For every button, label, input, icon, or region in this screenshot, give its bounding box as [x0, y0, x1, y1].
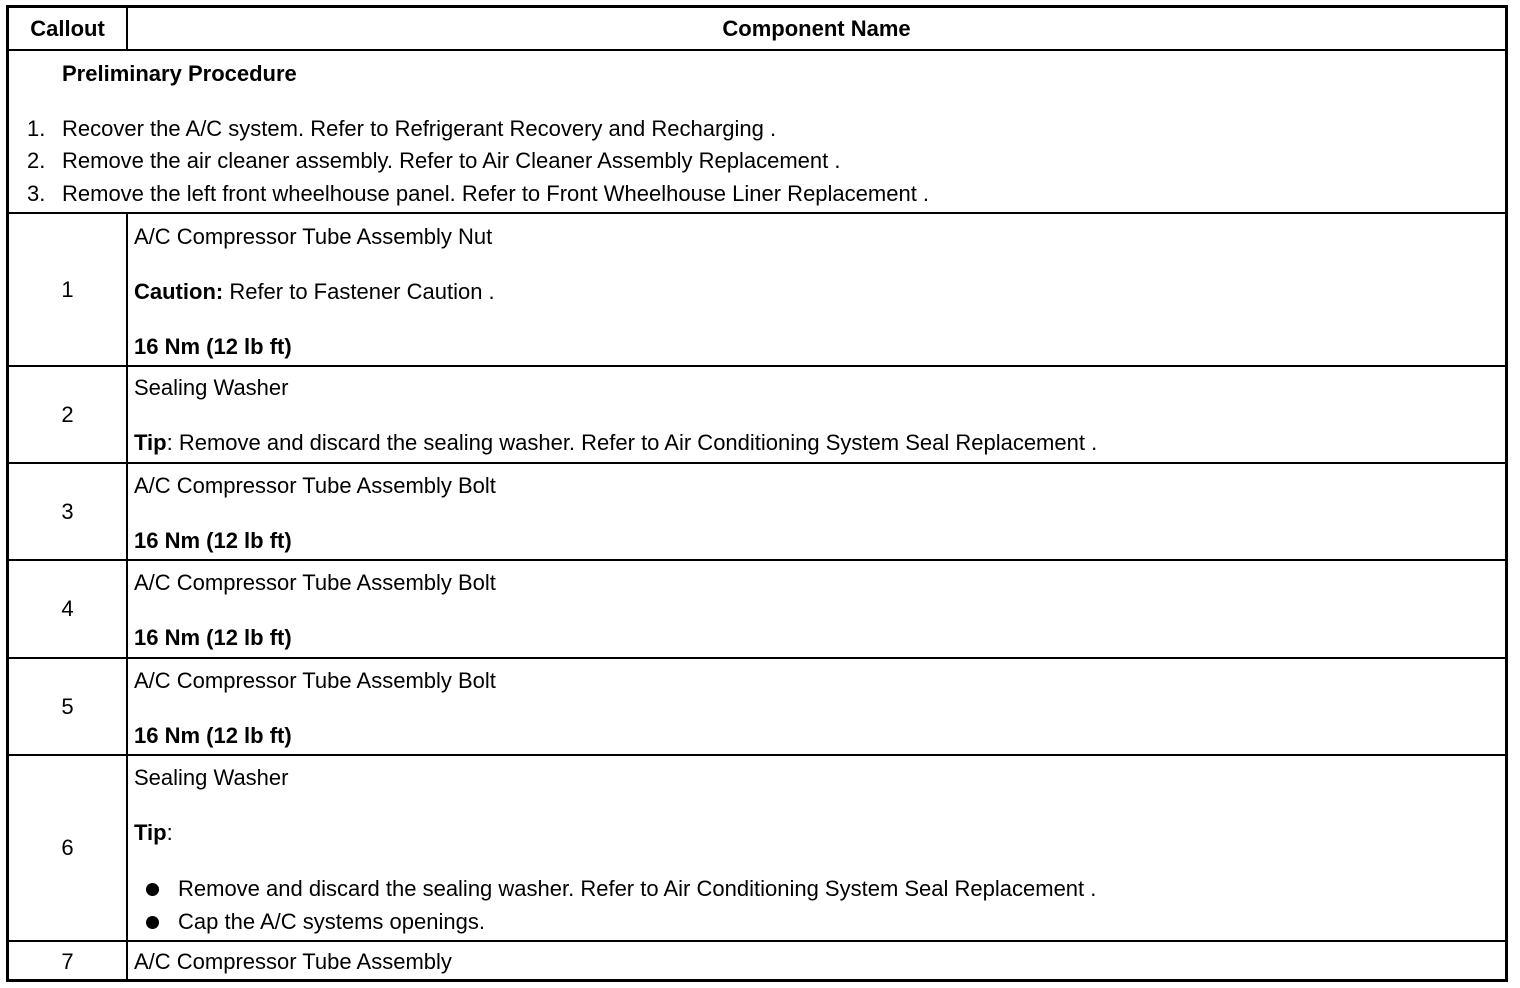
component-name: A/C Compressor Tube Assembly Bolt — [134, 668, 496, 693]
step-number: 1. — [27, 116, 46, 141]
caution-note: Caution: Refer to Fastener Caution . — [134, 279, 495, 304]
step-number: 3. — [27, 181, 46, 206]
preliminary-procedure — [9, 51, 1505, 214]
table-header — [9, 8, 1505, 51]
component-cell — [128, 659, 1505, 754]
component-name: A/C Compressor Tube Assembly — [134, 949, 452, 974]
callout-cell: 6 — [9, 756, 128, 940]
table-row — [9, 367, 1505, 464]
table-row — [9, 756, 1505, 942]
bullet-text: Remove and discard the sealing washer. Refer to Air Conditioning System Seal Replacement . — [178, 876, 1097, 901]
preliminary-title: Preliminary Procedure — [62, 61, 297, 86]
component-cell — [128, 367, 1505, 462]
torque-spec: 16 Nm (12 lb ft) — [134, 528, 292, 553]
step-text: Remove the left front wheelhouse panel. Refer to Front Wheelhouse Liner Replacement . — [62, 181, 930, 206]
component-name-header: Component Name — [722, 15, 911, 41]
torque-spec: 16 Nm (12 lb ft) — [134, 625, 292, 650]
callout-header: Callout — [9, 8, 128, 49]
callout-cell: 1 — [9, 214, 128, 365]
torque-spec: 16 Nm (12 lb ft) — [134, 334, 292, 359]
component-table — [6, 5, 1508, 982]
component-cell — [128, 942, 1505, 982]
component-name: Sealing Washer — [134, 765, 289, 790]
step-number: 2. — [27, 148, 46, 173]
callout-cell: 3 — [9, 464, 128, 559]
component-name: A/C Compressor Tube Assembly Nut — [134, 224, 493, 249]
table-row — [9, 214, 1505, 367]
bullet-icon — [146, 883, 159, 896]
bullet-icon — [146, 916, 159, 929]
bullet-text: Cap the A/C systems openings. — [178, 909, 485, 934]
component-cell — [128, 561, 1505, 657]
component-name: A/C Compressor Tube Assembly Bolt — [134, 473, 496, 498]
table-row — [9, 561, 1505, 659]
component-cell — [128, 756, 1505, 940]
component-cell — [128, 214, 1505, 365]
component-name: Sealing Washer — [134, 375, 289, 400]
torque-spec: 16 Nm (12 lb ft) — [134, 723, 292, 748]
component-name: A/C Compressor Tube Assembly Bolt — [134, 570, 496, 595]
callout-cell: 2 — [9, 367, 128, 462]
step-text: Remove the air cleaner assembly. Refer to Air Cleaner Assembly Replacement . — [62, 148, 841, 173]
tip-note: Tip: Remove and discard the sealing washer. Refer to Air Conditioning System Seal Replacement . — [134, 430, 1098, 455]
callout-cell: 4 — [9, 561, 128, 657]
callout-cell: 5 — [9, 659, 128, 754]
table-row — [9, 659, 1505, 756]
callout-cell: 7 — [9, 942, 128, 982]
tip-note: Tip: — [134, 820, 173, 845]
table-row — [9, 942, 1505, 982]
step-text: Recover the A/C system. Refer to Refrigerant Recovery and Recharging . — [62, 116, 777, 141]
component-cell — [128, 464, 1505, 559]
table-row — [9, 464, 1505, 561]
